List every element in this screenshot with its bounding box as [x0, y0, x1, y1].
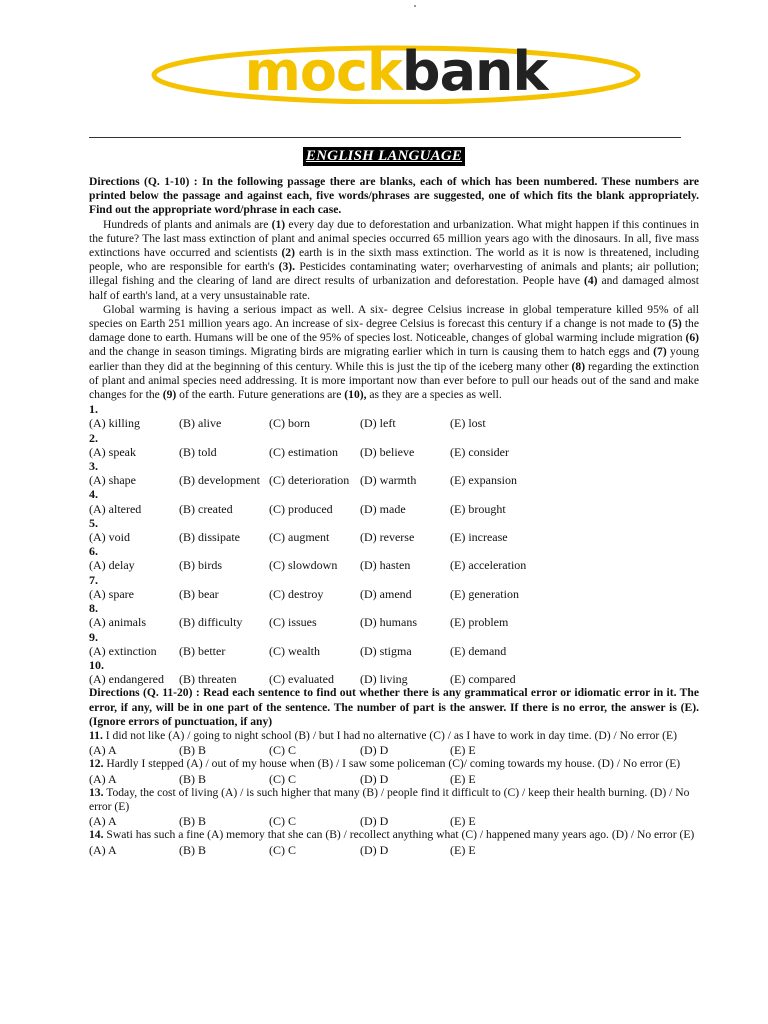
answer-option[interactable]: (D) D: [360, 771, 389, 786]
answer-option[interactable]: (E) E: [450, 771, 476, 786]
answer-option[interactable]: (D) believe: [360, 444, 415, 459]
question-list-1-10: [89, 402, 699, 686]
question-item: [89, 828, 699, 856]
question-sentence: [89, 786, 699, 814]
question-sentence: [89, 729, 699, 743]
question-number: 5.: [89, 515, 98, 530]
question-item: [89, 786, 699, 829]
option-row: [89, 843, 699, 857]
answer-option[interactable]: (D) hasten: [360, 558, 411, 573]
question-item: [89, 431, 699, 459]
sentence-text: I did not like (A) / going to night school (B) / but I had no alternative (C) / as I have to work in day time. (D) / No error (E): [102, 728, 677, 742]
option-row: [89, 530, 699, 544]
question-item: [89, 573, 699, 601]
answer-option[interactable]: (A) spare: [89, 586, 134, 601]
sentence-text: Today, the cost of living (A) / is such higher that many (B) / people find it difficult to (C) / keep their health burning. (D) / No error (E): [89, 785, 690, 813]
answer-option[interactable]: (C) C: [269, 743, 296, 758]
option-row: [89, 473, 699, 487]
option-row: [89, 587, 699, 601]
answer-option[interactable]: (D) made: [360, 501, 406, 516]
answer-option[interactable]: (D) D: [360, 814, 389, 829]
question-item: [89, 487, 699, 515]
answer-option[interactable]: (A) A: [89, 743, 117, 758]
question-item: [89, 658, 699, 686]
answer-option[interactable]: (E) consider: [450, 444, 509, 459]
answer-option[interactable]: (A) shape: [89, 473, 136, 488]
question-number: 9.: [89, 629, 98, 644]
answer-option[interactable]: (B) created: [179, 501, 233, 516]
answer-option[interactable]: (D) amend: [360, 586, 412, 601]
answer-option[interactable]: (E) generation: [450, 586, 519, 601]
question-item: [89, 402, 699, 430]
answer-option[interactable]: (C) slowdown: [269, 558, 338, 573]
section-title: ENGLISH LANGUAGE: [303, 147, 465, 166]
answer-option[interactable]: (A) A: [89, 842, 117, 857]
answer-option[interactable]: (A) altered: [89, 501, 142, 516]
question-item: [89, 729, 699, 757]
question-number: 13.: [89, 785, 104, 799]
question-number: 3.: [89, 459, 98, 474]
answer-option[interactable]: (B) B: [179, 842, 206, 857]
option-row: [89, 644, 699, 658]
question-item: [89, 601, 699, 629]
answer-option[interactable]: (B) alive: [179, 416, 222, 431]
answer-option[interactable]: (C) C: [269, 814, 296, 829]
answer-option[interactable]: (D) warmth: [360, 473, 417, 488]
sentence-text: Swati has such a fine (A) memory that she can (B) / recollect anything what (C) / happened many years ago. (D) / No error (E): [103, 828, 695, 842]
passage-paragraph-2: Global warming is having a serious impact as well. A six- degree Celsius increase in global temperature killed 95% of all species on Earth 251 million years ago. An increase of six- degree Celsius is forecast this century if a change is not made to (5) the damage done to earth. Humans will be one of the 95% of species lost. Noticeable, changes of global warming include migration (6) and the change in season timings. Migrating birds are migrating earlier which in turn is causing them to hatch eggs and (7) young earlier than they did at the beginning of this century. While this is just the tip of the iceberg many other (8) regarding the extinction of plant and animal species need addressing. It is more important now than ever before to pull our heads out of the sand and make changes for the (9) of the earth. Future generations are (10), as they are a species as well.: [89, 302, 700, 402]
answer-option[interactable]: (A) A: [89, 814, 117, 829]
question-list-11-20: [89, 729, 699, 857]
question-item: [89, 757, 699, 785]
answer-option[interactable]: (E) E: [450, 743, 476, 758]
option-row: [89, 445, 699, 459]
answer-option[interactable]: (A) killing: [89, 416, 140, 431]
question-item: [89, 459, 699, 487]
sentence-text: Hardly I stepped (A) / out of my house when (B) / I saw some policeman (C)/ coming towards my house. (D) / No error (E): [103, 757, 681, 771]
answer-option[interactable]: (A) A: [89, 771, 117, 786]
directions-q1-10: Directions (Q. 1-10) : In the following passage there are blanks, each of which has been numbered. These numbers are printed below the passage and against each, five words/phrases are suggested, one of which fits the blank appropriately. Find out the appropriate word/phrase in each case.: [89, 175, 699, 217]
answer-option[interactable]: (D) D: [360, 743, 389, 758]
question-item: [89, 630, 699, 658]
question-sentence: [89, 757, 699, 771]
answer-option[interactable]: (B) B: [179, 743, 206, 758]
answer-option[interactable]: (D) reverse: [360, 530, 415, 545]
answer-option[interactable]: (B) development: [179, 473, 260, 488]
question-number: 8.: [89, 601, 98, 616]
answer-option[interactable]: (A) animals: [89, 615, 146, 630]
answer-option[interactable]: (C) born: [269, 416, 310, 431]
answer-option[interactable]: (B) bear: [179, 586, 219, 601]
answer-option[interactable]: (E) E: [450, 814, 476, 829]
answer-option[interactable]: (A) speak: [89, 444, 136, 459]
question-sentence: [89, 828, 699, 842]
directions-q11-20: Directions (Q. 11-20) : Read each sentence to find out whether there is any grammatical error or idiomatic error in it. The error, if any, will be in one part of the sentence. The number of part is the answer. If there is no error, the answer is (E). (Ignore errors of punctuation, if any): [89, 686, 699, 728]
passage-paragraph-1: Hundreds of plants and animals are (1) every day due to deforestation and urbanization. What might happen if this continues in the future? The last mass extinction of plant and animal species occurred 65 million years ago with the dinosaurs. In all, five mass extinctions have occurred and scientists (2) earth is in the sixth mass extinction. The world as it is now is threatened, including people, who are responsible for earth's (3). Pesticides contaminating water; overharvesting of animals and plants; air pollution; illegal fishing and the clearing of land are direct results of urbanization and deforestation. People have (4) and damaged almost half of earth's land, at a very unsustainable rate.: [89, 217, 699, 302]
question-number: 11.: [89, 728, 103, 742]
svg-text:mockbank: mockbank: [244, 42, 548, 103]
answer-option[interactable]: (C) C: [269, 842, 296, 857]
answer-option[interactable]: (E) brought: [450, 501, 506, 516]
answer-option[interactable]: (A) endangered: [89, 672, 164, 687]
answer-option[interactable]: (D) humans: [360, 615, 417, 630]
answer-option[interactable]: (B) dissipate: [179, 530, 240, 545]
answer-option[interactable]: (B) threaten: [179, 672, 237, 687]
answer-option[interactable]: (E) expansion: [450, 473, 517, 488]
answer-option[interactable]: (C) issues: [269, 615, 317, 630]
answer-option[interactable]: (E) demand: [450, 643, 507, 658]
option-row: [89, 558, 699, 572]
answer-option[interactable]: (B) better: [179, 643, 226, 658]
answer-option[interactable]: (E) problem: [450, 615, 509, 630]
answer-option[interactable]: (C) produced: [269, 501, 333, 516]
question-number: 4.: [89, 487, 98, 502]
answer-option[interactable]: (C) destroy: [269, 586, 324, 601]
answer-option[interactable]: (B) told: [179, 444, 217, 459]
answer-option[interactable]: (E) lost: [450, 416, 486, 431]
option-row: [89, 416, 699, 430]
answer-option[interactable]: (E) E: [450, 842, 476, 857]
answer-option[interactable]: (C) estimation: [269, 444, 338, 459]
answer-option[interactable]: (D) D: [360, 842, 389, 857]
answer-option[interactable]: (D) living: [360, 672, 408, 687]
answer-option[interactable]: (B) difficulty: [179, 615, 243, 630]
answer-option[interactable]: (A) extinction: [89, 643, 157, 658]
answer-option[interactable]: (B) B: [179, 814, 206, 829]
answer-option[interactable]: (D) left: [360, 416, 396, 431]
question-number: 1.: [89, 402, 98, 417]
option-row: [89, 814, 699, 828]
answer-option[interactable]: (C) augment: [269, 530, 330, 545]
question-number: 10.: [89, 657, 104, 672]
answer-option[interactable]: (C) C: [269, 771, 296, 786]
mockbank-logo: [148, 42, 643, 104]
answer-option[interactable]: (B) B: [179, 771, 206, 786]
question-item: [89, 516, 699, 544]
question-number: 2.: [89, 430, 98, 445]
header-rule: [89, 137, 681, 138]
answer-option[interactable]: (C) evaluated: [269, 672, 334, 687]
option-row: [89, 772, 699, 786]
option-row: [89, 502, 699, 516]
option-row: [89, 615, 699, 629]
question-number: 14.: [89, 828, 104, 842]
answer-option[interactable]: (D) stigma: [360, 643, 412, 658]
answer-option[interactable]: (E) increase: [450, 530, 508, 545]
option-row: [89, 672, 699, 686]
exam-content: [89, 175, 699, 857]
answer-option[interactable]: (E) acceleration: [450, 558, 527, 573]
question-number: 6.: [89, 544, 98, 559]
answer-option[interactable]: (B) birds: [179, 558, 222, 573]
question-number: 12.: [89, 757, 104, 771]
answer-option[interactable]: (E) compared: [450, 672, 516, 687]
answer-option[interactable]: (C) deterioration: [269, 473, 350, 488]
option-row: [89, 743, 699, 757]
stray-mark: [414, 5, 416, 7]
answer-option[interactable]: (A) delay: [89, 558, 135, 573]
question-number: 7.: [89, 572, 98, 587]
answer-option[interactable]: (C) wealth: [269, 643, 320, 658]
question-item: [89, 544, 699, 572]
answer-option[interactable]: (A) void: [89, 530, 130, 545]
